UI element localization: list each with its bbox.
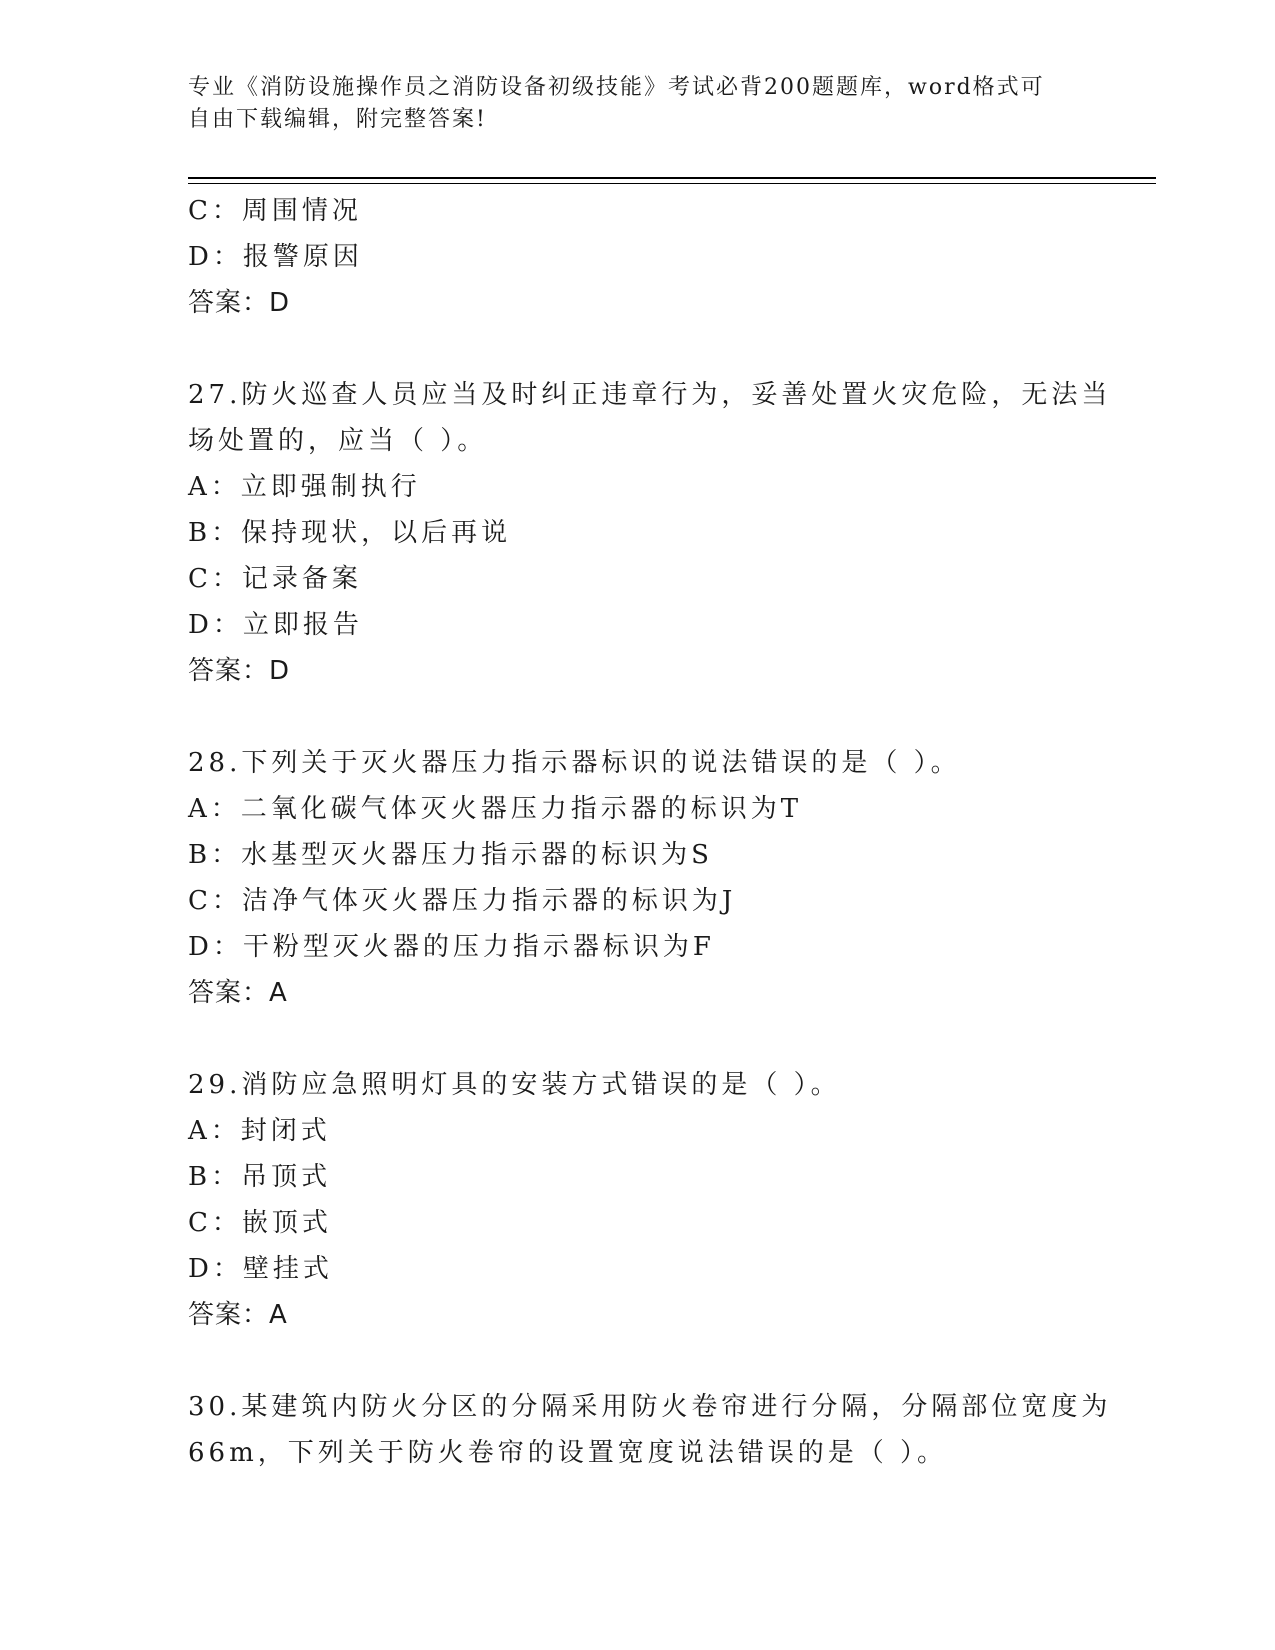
answer: 答案：A xyxy=(188,1300,288,1330)
option-a: A：立即强制执行 xyxy=(188,472,421,502)
option-d: D：干粉型灭火器的压力指示器标识为F xyxy=(188,932,715,962)
header-divider-thick xyxy=(188,177,1156,179)
page-header xyxy=(188,72,1068,136)
header-divider-thin xyxy=(188,183,1156,184)
option-c: C：周围情况 xyxy=(188,196,362,226)
question-stem: 29.消防应急照明灯具的安装方式错误的是（ ）。 xyxy=(188,1070,841,1100)
question-stem: 27.防火巡查人员应当及时纠正违章行为，妥善处置火灾危险，无法当 xyxy=(188,380,1112,410)
header-line-1: 专业《消防设施操作员之消防设备初级技能》考试必背200题题库，word格式可 xyxy=(188,75,1045,100)
option-b: B：保持现状，以后再说 xyxy=(188,518,512,548)
question-27 xyxy=(188,372,1112,694)
header-line-2: 自由下载编辑，附完整答案! xyxy=(188,107,487,132)
answer: 答案：D xyxy=(188,288,291,318)
question-stem: 30.某建筑内防火分区的分隔采用防火卷帘进行分隔，分隔部位宽度为 xyxy=(188,1392,1112,1422)
question-list xyxy=(188,188,1112,1476)
question-stem: 28.下列关于灭火器压力指示器标识的说法错误的是（ ）。 xyxy=(188,748,961,778)
option-c: C：嵌顶式 xyxy=(188,1208,332,1238)
answer: 答案：A xyxy=(188,978,288,1008)
option-b: B：吊顶式 xyxy=(188,1162,332,1192)
spacer xyxy=(188,694,1088,740)
question-stem-continued: 场处置的，应当（ ）。 xyxy=(188,426,488,456)
option-a: A：二氧化碳气体灭火器压力指示器的标识为T xyxy=(188,794,803,824)
spacer xyxy=(188,1338,1088,1384)
option-d: D：立即报告 xyxy=(188,610,363,640)
option-c: C：记录备案 xyxy=(188,564,362,594)
option-b: B：水基型灭火器压力指示器的标识为S xyxy=(188,840,713,870)
option-a: A：封闭式 xyxy=(188,1116,331,1146)
question-30 xyxy=(188,1384,1112,1476)
question-stem-continued: 66m，下列关于防火卷帘的设置宽度说法错误的是（ ）。 xyxy=(188,1438,948,1468)
option-d: D：壁挂式 xyxy=(188,1254,333,1284)
answer: 答案：D xyxy=(188,656,291,686)
question-28 xyxy=(188,740,1088,1016)
option-c: C：洁净气体灭火器压力指示器的标识为J xyxy=(188,886,737,916)
question-29 xyxy=(188,1062,1088,1338)
question-26-continued xyxy=(188,188,1088,326)
spacer xyxy=(188,326,1088,372)
spacer xyxy=(188,1016,1088,1062)
option-d: D：报警原因 xyxy=(188,242,363,272)
